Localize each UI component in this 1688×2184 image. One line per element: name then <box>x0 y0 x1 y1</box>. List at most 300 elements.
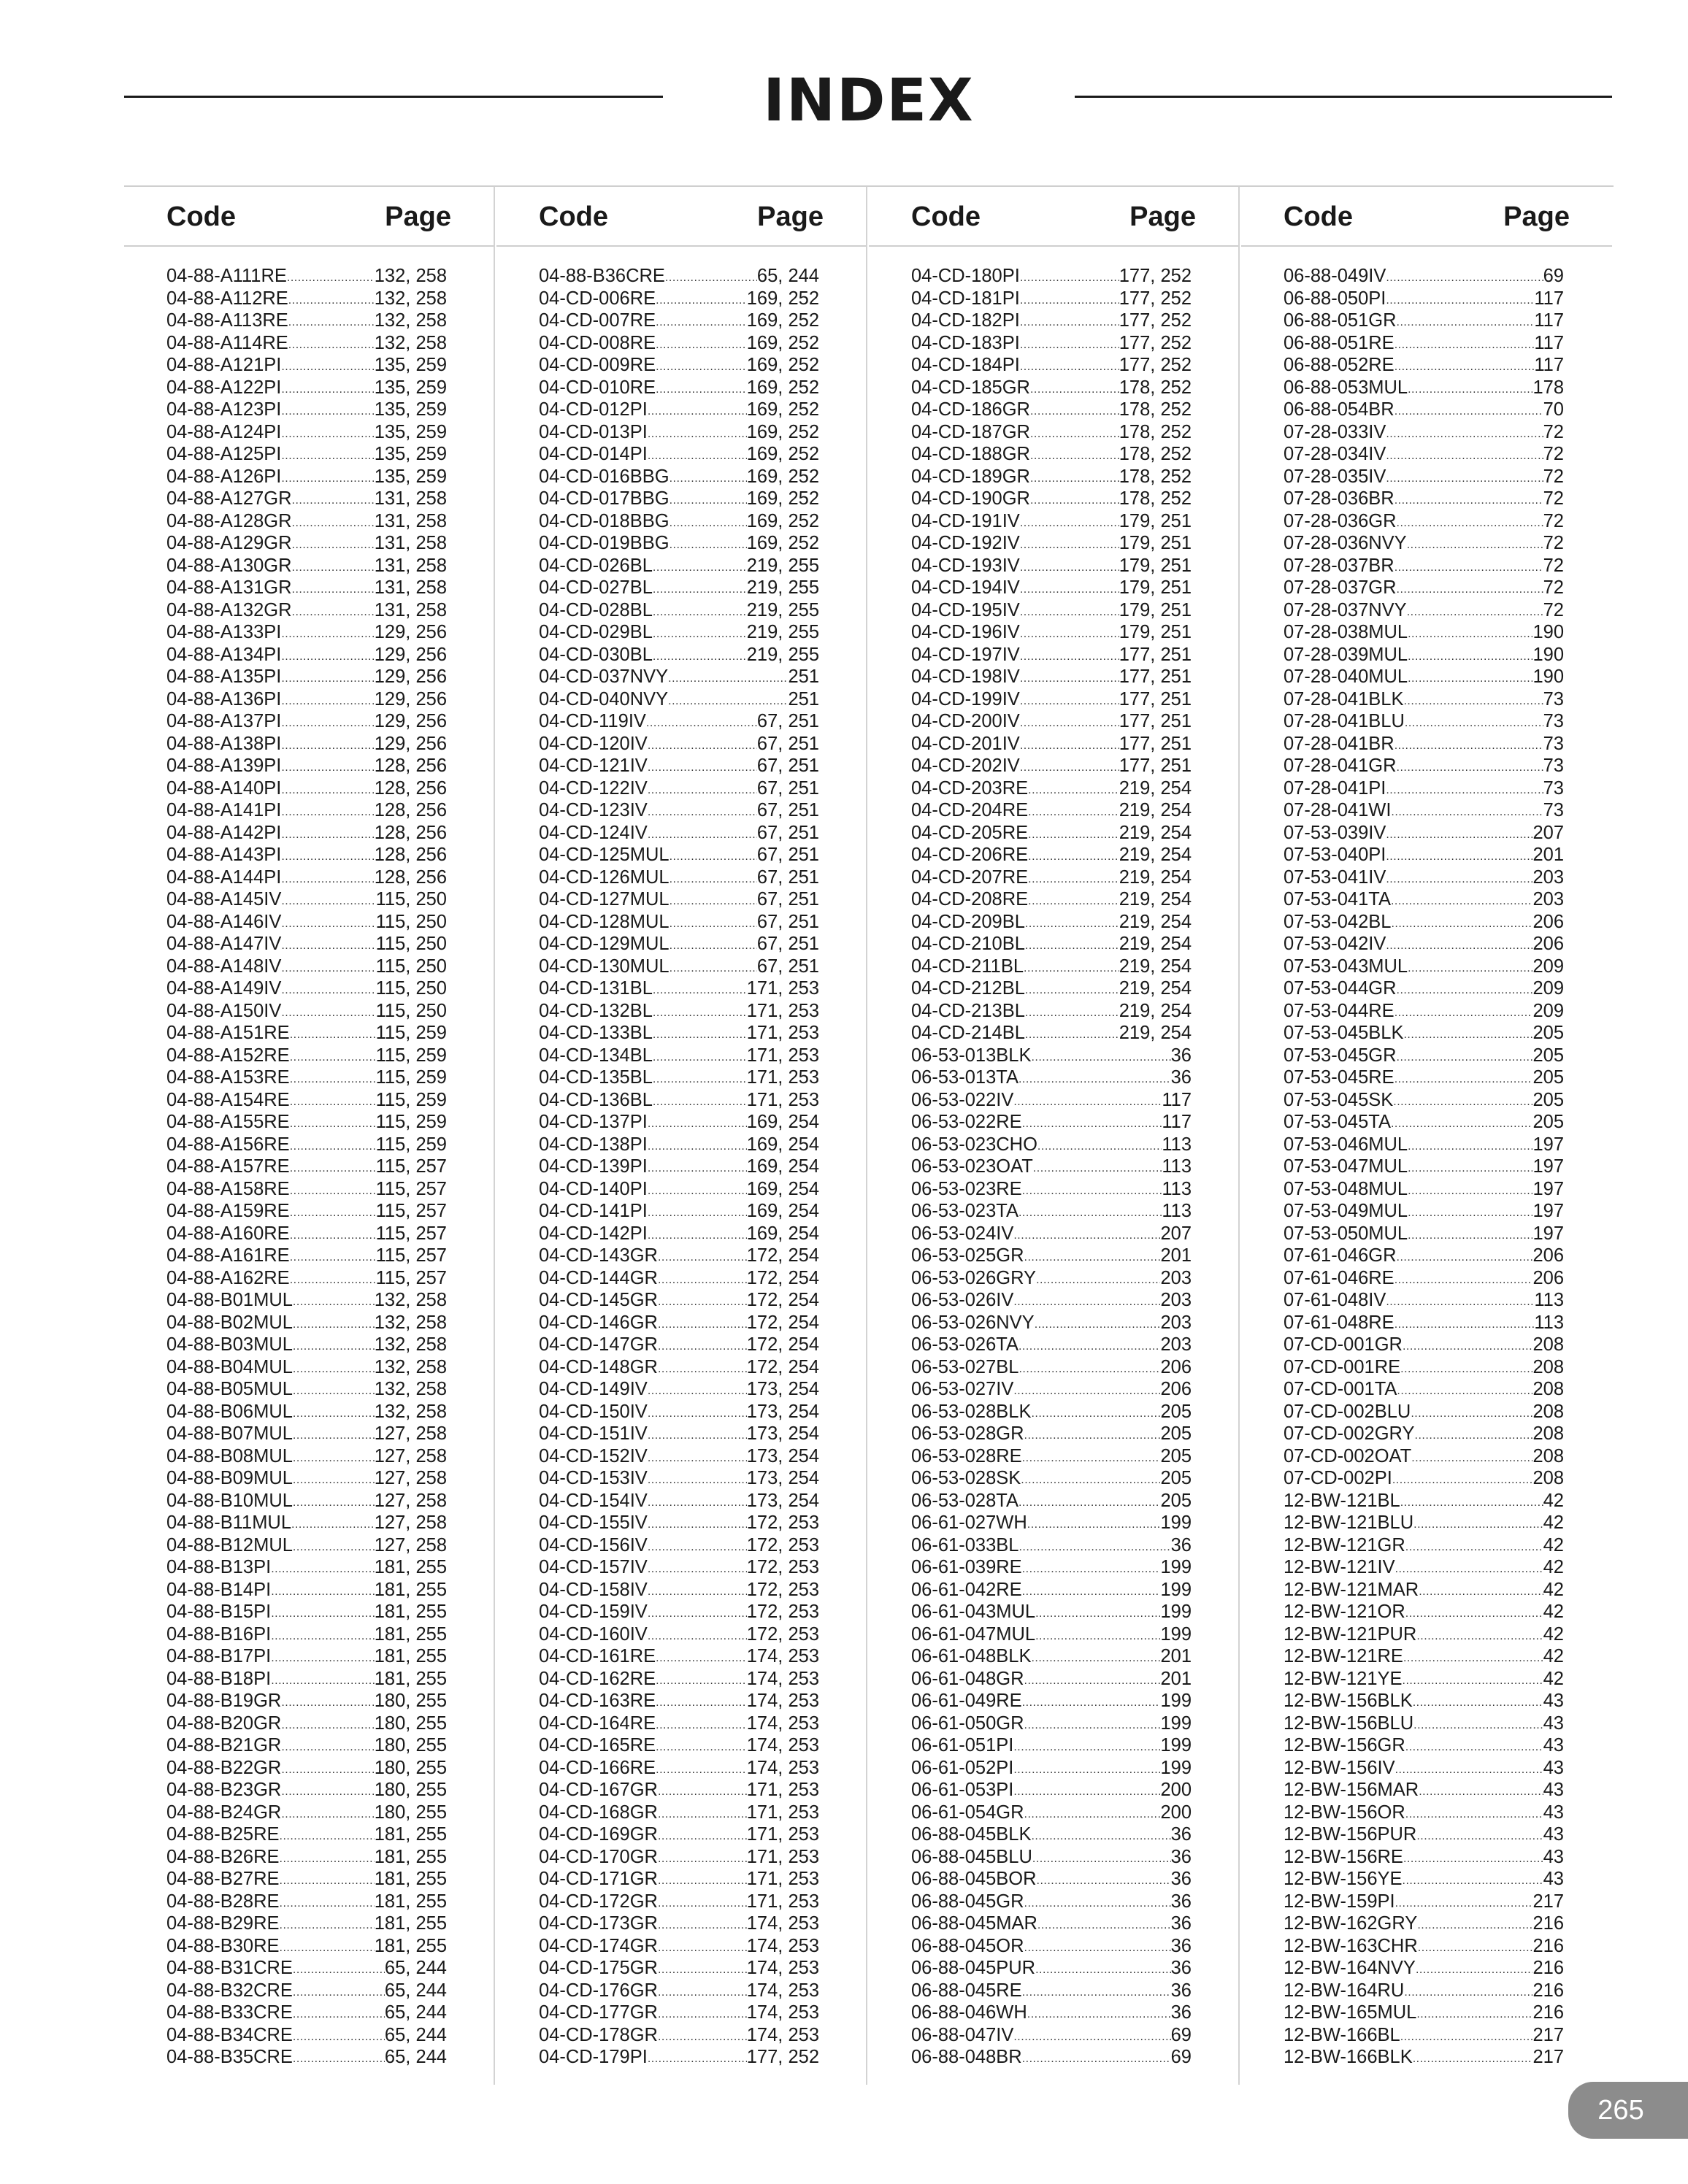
entry-pages: 207 <box>1532 822 1564 843</box>
entry-code: 12-BW-121YE <box>1284 1668 1403 1689</box>
entry-code: 07-53-043MUL <box>1284 956 1408 977</box>
entry-pages: 43 <box>1543 1824 1564 1845</box>
entry-pages: 177, 251 <box>1119 711 1192 731</box>
dot-leader <box>1013 1779 1160 1802</box>
dot-leader <box>1020 555 1119 577</box>
index-entry <box>1284 2046 1564 2069</box>
entry-pages: 67, 251 <box>756 822 819 843</box>
dot-leader <box>293 2002 385 2024</box>
entry-code: 04-88-A113RE <box>166 310 288 331</box>
entry-code: 04-CD-184PI <box>911 355 1020 375</box>
dot-leader <box>658 2024 747 2047</box>
dot-leader <box>1416 1957 1533 1980</box>
entry-pages: 201 <box>1160 1646 1192 1666</box>
dot-leader <box>1413 1512 1543 1534</box>
entry-code: 04-88-B04MUL <box>166 1356 293 1377</box>
entry-code: 04-88-A153RE <box>166 1067 290 1088</box>
index-entry <box>1284 911 1564 934</box>
entry-pages: 179, 251 <box>1119 555 1192 576</box>
index-entry <box>539 288 819 310</box>
dot-leader <box>1408 1200 1532 1223</box>
index-entry <box>166 1223 447 1245</box>
index-entry <box>911 288 1192 310</box>
dot-leader <box>656 1712 747 1735</box>
entry-pages: 115, 257 <box>375 1223 447 1244</box>
index-entry <box>539 1757 819 1780</box>
index-entry <box>911 1401 1192 1423</box>
index-entry <box>166 377 447 399</box>
entry-pages: 205 <box>1160 1423 1192 1444</box>
entry-pages: 67, 251 <box>756 934 819 954</box>
entry-pages: 128, 256 <box>374 866 447 888</box>
entry-code: 04-88-B24GR <box>166 1802 282 1823</box>
entry-code: 04-CD-149IV <box>539 1379 648 1399</box>
index-entry <box>911 1445 1192 1468</box>
dot-leader <box>1405 710 1543 733</box>
dot-leader <box>658 1846 747 1869</box>
entry-code: 04-CD-193IV <box>911 555 1020 576</box>
entry-code: 12-BW-166BLK <box>1284 2047 1413 2067</box>
index-entry <box>911 532 1192 555</box>
index-entry <box>1284 466 1564 488</box>
dot-leader <box>1022 1980 1171 2002</box>
entry-pages: 36 <box>1170 1534 1192 1556</box>
dot-leader <box>1022 1556 1161 1579</box>
entry-pages: 73 <box>1543 688 1564 710</box>
dot-leader <box>293 1401 375 1423</box>
entry-code: 07-CD-001RE <box>1284 1356 1401 1377</box>
index-entry <box>911 1846 1192 1869</box>
entry-code: 07-CD-001TA <box>1284 1379 1397 1399</box>
entry-pages: 207 <box>1160 1223 1192 1244</box>
dot-leader <box>1386 822 1532 845</box>
dot-leader <box>1403 688 1543 711</box>
entry-code: 07-28-041PI <box>1284 777 1386 799</box>
dot-leader <box>1413 2046 1533 2069</box>
index-entry <box>166 688 447 711</box>
index-entry <box>166 1200 447 1223</box>
index-entry <box>1284 1334 1564 1356</box>
entry-code: 04-88-B14PI <box>166 1579 272 1600</box>
entry-code: 04-CD-205RE <box>911 822 1029 843</box>
entry-pages: 197 <box>1532 1134 1564 1155</box>
entry-pages: 115, 257 <box>375 1245 447 1266</box>
index-entry <box>1284 710 1564 733</box>
dot-leader <box>290 1022 376 1045</box>
entry-code: 12-BW-163CHR <box>1284 1935 1418 1956</box>
entry-pages: 201 <box>1532 845 1564 865</box>
dot-leader <box>1037 1912 1171 1935</box>
dot-leader <box>281 1712 374 1735</box>
entry-pages: 174, 253 <box>746 1913 819 1934</box>
dot-leader <box>1408 956 1532 978</box>
entry-code: 06-61-051PI <box>911 1735 1014 1756</box>
entry-code: 04-CD-009RE <box>539 355 656 375</box>
index-entry <box>539 1045 819 1067</box>
entry-pages: 113 <box>1162 1134 1192 1155</box>
entry-list <box>911 265 1192 2069</box>
entry-pages: 115, 250 <box>375 911 447 932</box>
entry-code: 06-53-028SK <box>911 1468 1021 1488</box>
index-entry <box>166 2002 447 2024</box>
entry-code: 06-53-028GR <box>911 1423 1024 1444</box>
entry-code: 12-BW-162GRY <box>1284 1913 1418 1934</box>
dot-leader <box>1024 1668 1161 1691</box>
dot-leader <box>653 621 747 644</box>
entry-pages: 135, 259 <box>374 421 447 442</box>
entry-pages: 43 <box>1543 1802 1564 1823</box>
entry-pages: 197 <box>1532 1201 1564 1221</box>
dot-leader <box>648 1423 747 1445</box>
entry-pages: 208 <box>1532 1445 1564 1466</box>
dot-leader <box>1031 1823 1170 1846</box>
index-entry <box>911 2024 1192 2047</box>
dot-leader <box>290 1223 376 1245</box>
entry-pages: 205 <box>1532 1023 1564 1043</box>
entry-code: 04-CD-147GR <box>539 1334 658 1355</box>
entry-code: 04-88-A161RE <box>166 1245 290 1266</box>
dot-leader <box>1033 1156 1162 1178</box>
entry-code: 04-CD-209BL <box>911 911 1025 932</box>
index-entry <box>166 421 447 444</box>
entry-code: 07-53-042IV <box>1284 934 1386 954</box>
entry-pages: 208 <box>1532 1401 1564 1422</box>
entry-code: 04-88-A154RE <box>166 1089 290 1110</box>
index-entry <box>1284 1066 1564 1089</box>
entry-pages: 117 <box>1534 332 1564 353</box>
entry-code: 04-CD-153IV <box>539 1468 648 1488</box>
entry-code: 04-88-B02MUL <box>166 1312 293 1333</box>
entry-code: 04-CD-156IV <box>539 1534 648 1556</box>
dot-leader <box>1018 1490 1161 1512</box>
index-entry <box>539 2002 819 2024</box>
entry-code: 12-BW-164NVY <box>1284 1958 1416 1978</box>
entry-pages: 180, 255 <box>374 1712 447 1734</box>
dot-leader <box>290 1066 376 1089</box>
entry-code: 07-28-041WI <box>1284 800 1392 820</box>
entry-code: 04-88-B22GR <box>166 1757 282 1778</box>
entry-pages: 169, 254 <box>746 1201 819 1221</box>
index-entry <box>539 1779 819 1802</box>
index-entry <box>1284 1534 1564 1557</box>
entry-code: 04-88-B35CRE <box>166 2047 293 2067</box>
entry-pages: 73 <box>1543 755 1564 776</box>
dot-leader <box>1013 1378 1160 1401</box>
dot-leader <box>290 1089 376 1112</box>
entry-code: 04-88-A126PI <box>166 466 282 487</box>
index-entry <box>539 1980 819 2002</box>
index-column-4 <box>1241 187 1612 2085</box>
entry-code: 04-CD-127MUL <box>539 889 670 910</box>
entry-code: 07-28-037GR <box>1284 577 1397 598</box>
index-entry <box>539 599 819 622</box>
entry-code: 04-CD-172GR <box>539 1891 658 1912</box>
entry-pages: 36 <box>1170 1913 1192 1934</box>
dot-leader <box>656 1645 747 1668</box>
dot-leader <box>1391 888 1533 911</box>
entry-pages: 219, 255 <box>746 577 819 598</box>
entry-code: 04-CD-210BL <box>911 934 1025 954</box>
entry-pages: 205 <box>1160 1468 1192 1488</box>
entry-code: 04-CD-016BBG <box>539 466 670 487</box>
index-entry <box>166 532 447 555</box>
index-entry <box>1284 354 1564 377</box>
entry-pages: 67, 251 <box>756 866 819 888</box>
entry-pages: 199 <box>1160 1691 1192 1711</box>
dot-leader <box>1020 288 1119 310</box>
index-entry <box>539 688 819 711</box>
column-header <box>1241 187 1612 247</box>
entry-pages: 132, 258 <box>374 1290 447 1310</box>
dot-leader <box>281 621 374 644</box>
entry-pages: 131, 258 <box>374 555 447 576</box>
entry-pages: 178 <box>1532 377 1564 398</box>
entry-code: 04-88-A147IV <box>166 934 282 954</box>
dot-leader <box>656 1734 747 1757</box>
entry-code: 04-CD-185GR <box>911 377 1030 398</box>
entry-pages: 216 <box>1532 1958 1564 1978</box>
entry-code: 04-88-A140PI <box>166 777 282 799</box>
entry-code: 12-BW-121MAR <box>1284 1579 1419 1600</box>
entry-pages: 177, 251 <box>1119 688 1192 710</box>
entry-pages: 128, 256 <box>374 845 447 865</box>
dot-leader <box>1036 1267 1160 1290</box>
entry-code: 04-88-A127GR <box>166 488 292 509</box>
entry-code: 07-28-041BR <box>1284 733 1394 754</box>
entry-pages: 67, 251 <box>756 800 819 820</box>
entry-code: 04-CD-158IV <box>539 1579 648 1600</box>
entry-pages: 169, 252 <box>746 310 819 331</box>
dot-leader <box>1395 1891 1533 1913</box>
index-entry <box>911 822 1192 845</box>
dot-leader <box>281 911 375 934</box>
entry-code: 06-53-013BLK <box>911 1045 1032 1066</box>
dot-leader <box>1025 1000 1119 1023</box>
entry-code: 07-CD-002PI <box>1284 1468 1392 1488</box>
dot-leader <box>293 1423 375 1445</box>
entry-pages: 178, 252 <box>1119 421 1192 442</box>
entry-pages: 219, 254 <box>1119 866 1192 888</box>
entry-code: 07-61-048IV <box>1284 1290 1386 1310</box>
entry-list <box>539 265 819 2069</box>
entry-pages: 129, 256 <box>374 666 447 687</box>
dot-leader <box>1024 1712 1161 1735</box>
dot-leader <box>1393 1089 1532 1112</box>
dot-leader <box>653 1022 747 1045</box>
entry-pages: 115, 257 <box>375 1178 447 1199</box>
index-entry <box>539 532 819 555</box>
entry-pages: 181, 255 <box>374 1623 447 1645</box>
index-entry <box>539 1467 819 1490</box>
entry-pages: 127, 258 <box>374 1423 447 1444</box>
index-entry <box>911 1512 1192 1534</box>
dot-leader <box>281 755 374 777</box>
dot-leader <box>658 1912 747 1935</box>
entry-code: 04-CD-138PI <box>539 1134 648 1155</box>
entry-code: 04-88-A141PI <box>166 800 282 820</box>
entry-pages: 179, 251 <box>1119 577 1192 598</box>
entry-code: 04-88-B23GR <box>166 1780 282 1800</box>
index-entry <box>911 1045 1192 1067</box>
entry-code: 04-88-B29RE <box>166 1913 280 1934</box>
index-entry <box>1284 733 1564 755</box>
entry-code: 04-CD-203RE <box>911 777 1029 799</box>
index-entry <box>166 1534 447 1557</box>
entry-code: 04-88-B30RE <box>166 1935 280 1956</box>
index-entry <box>166 1045 447 1067</box>
entry-code: 04-88-A128GR <box>166 510 292 531</box>
entry-code: 12-BW-121PUR <box>1284 1623 1417 1645</box>
entry-pages: 72 <box>1543 466 1564 487</box>
dot-leader <box>1408 1156 1532 1178</box>
entry-pages: 181, 255 <box>374 1846 447 1867</box>
index-entry <box>1284 1111 1564 1134</box>
index-entry <box>911 1868 1192 1891</box>
dot-leader <box>1400 1356 1532 1379</box>
entry-code: 04-88-A125PI <box>166 444 282 464</box>
entry-code: 04-CD-146GR <box>539 1312 658 1333</box>
entry-code: 07-53-045BLK <box>1284 1023 1404 1043</box>
dot-leader <box>293 1957 385 1980</box>
index-entry <box>539 956 819 978</box>
entry-pages: 171, 253 <box>746 978 819 999</box>
index-entry <box>166 1445 447 1468</box>
index-entry <box>166 710 447 733</box>
index-entry <box>911 332 1192 355</box>
entry-code: 04-88-A129GR <box>166 533 292 553</box>
dot-leader <box>648 822 757 845</box>
dot-leader <box>1394 733 1543 755</box>
dot-leader <box>281 354 374 377</box>
entry-pages: 36 <box>1170 1824 1192 1845</box>
entry-pages: 200 <box>1160 1802 1192 1823</box>
entry-code: 04-CD-206RE <box>911 845 1029 865</box>
dot-leader <box>653 1045 747 1067</box>
dot-leader <box>290 1111 376 1134</box>
index-entry <box>1284 1045 1564 1067</box>
index-entry <box>911 1289 1192 1312</box>
dot-leader <box>656 332 747 355</box>
index-entry <box>539 1668 819 1691</box>
entry-code: 04-CD-151IV <box>539 1423 648 1444</box>
entry-pages: 115, 250 <box>375 934 447 954</box>
entry-pages: 65, 244 <box>384 1958 447 1978</box>
entry-pages: 169, 252 <box>746 488 819 509</box>
entry-code: 04-CD-014PI <box>539 444 648 464</box>
index-entry <box>166 1668 447 1691</box>
index-entry <box>1284 1423 1564 1445</box>
index-entry <box>166 933 447 956</box>
entry-pages: 174, 253 <box>746 1691 819 1711</box>
dot-leader <box>1020 510 1119 533</box>
dot-leader <box>1037 1868 1171 1891</box>
index-entry <box>911 1134 1192 1156</box>
dot-leader <box>656 1757 747 1780</box>
entry-pages: 169, 252 <box>746 466 819 487</box>
dot-leader <box>1418 1935 1533 1958</box>
dot-leader <box>1394 1000 1533 1023</box>
entry-pages: 72 <box>1543 533 1564 553</box>
dot-leader <box>670 888 757 911</box>
entry-pages: 216 <box>1532 1935 1564 1956</box>
index-entry <box>166 733 447 755</box>
entry-pages: 174, 253 <box>746 1646 819 1666</box>
entry-pages: 172, 254 <box>746 1290 819 1310</box>
entry-pages: 171, 253 <box>746 1023 819 1043</box>
index-entry <box>1284 1467 1564 1490</box>
dot-leader <box>670 956 757 978</box>
entry-pages: 174, 253 <box>746 1980 819 2001</box>
entry-code: 04-CD-135BL <box>539 1067 653 1088</box>
index-entry <box>539 1891 819 1913</box>
entry-pages: 209 <box>1532 1000 1564 1021</box>
dot-leader <box>281 1757 374 1780</box>
index-entry <box>1284 799 1564 822</box>
entry-pages: 65, 244 <box>756 266 819 286</box>
entry-pages: 180, 255 <box>374 1802 447 1823</box>
entry-pages: 129, 256 <box>374 688 447 710</box>
entry-code: 04-88-B27RE <box>166 1869 280 1889</box>
index-entry <box>166 844 447 866</box>
index-entry <box>166 777 447 800</box>
entry-pages: 209 <box>1532 956 1564 977</box>
index-entry <box>166 1645 447 1668</box>
entry-code: 04-CD-130MUL <box>539 956 670 977</box>
dot-leader <box>1403 1868 1543 1891</box>
entry-code: 06-61-052PI <box>911 1757 1014 1778</box>
entry-pages: 216 <box>1532 1980 1564 2001</box>
dot-leader <box>1417 1912 1532 1935</box>
index-entry <box>1284 1601 1564 1623</box>
dot-leader <box>292 532 375 555</box>
entry-code: 07-53-044GR <box>1284 978 1397 999</box>
dot-leader <box>281 888 375 911</box>
entry-code: 06-53-013TA <box>911 1067 1018 1088</box>
entry-pages: 169, 254 <box>746 1178 819 1199</box>
index-entry <box>911 755 1192 777</box>
index-entry <box>1284 933 1564 956</box>
entry-pages: 178, 252 <box>1119 488 1192 509</box>
entry-pages: 197 <box>1532 1156 1564 1177</box>
entry-code: 04-CD-140PI <box>539 1178 648 1199</box>
dot-leader <box>1020 532 1119 555</box>
entry-pages: 180, 255 <box>374 1691 447 1711</box>
entry-code: 04-CD-192IV <box>911 533 1020 553</box>
entry-code: 04-88-B08MUL <box>166 1445 293 1466</box>
dot-leader <box>1397 755 1543 777</box>
index-entry <box>1284 1245 1564 1267</box>
entry-pages: 169, 252 <box>746 399 819 420</box>
dot-leader <box>1013 1223 1160 1245</box>
entry-pages: 219, 254 <box>1119 978 1192 999</box>
entry-code: 07-CD-002BLU <box>1284 1401 1411 1422</box>
entry-code: 04-CD-123IV <box>539 800 648 820</box>
entry-pages: 172, 254 <box>746 1245 819 1266</box>
index-entry <box>911 1980 1192 2002</box>
entry-pages: 205 <box>1160 1490 1192 1511</box>
dot-leader <box>648 1134 747 1156</box>
dot-leader <box>1024 1245 1161 1267</box>
index-entry <box>911 1734 1192 1757</box>
dot-leader <box>1031 1045 1170 1067</box>
dot-leader <box>653 1066 747 1089</box>
dot-leader <box>1020 332 1119 355</box>
index-entry <box>166 1712 447 1735</box>
index-entry <box>166 822 447 845</box>
index-entry <box>166 1111 447 1134</box>
entry-pages: 216 <box>1532 2002 1564 2023</box>
dot-leader <box>1408 644 1532 666</box>
